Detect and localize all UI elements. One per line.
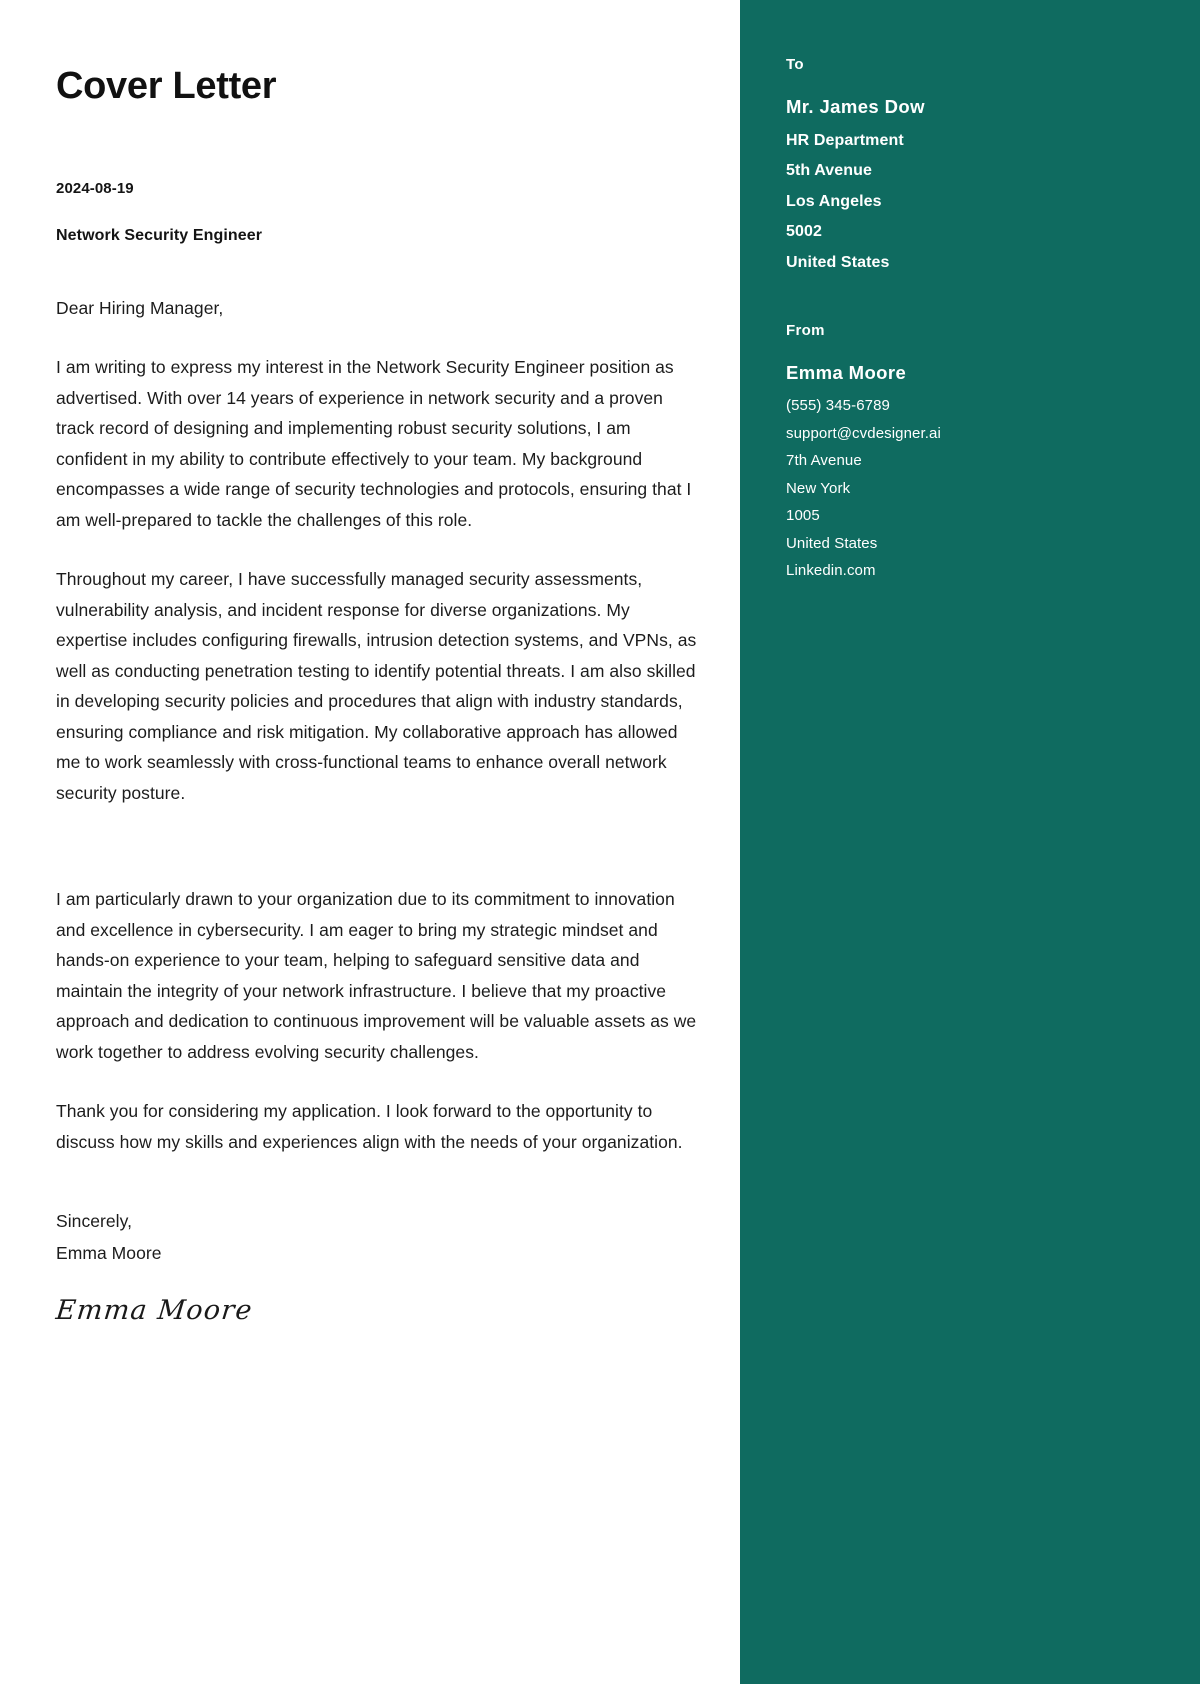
sender-name: Emma Moore: [786, 362, 907, 384]
sender-email: support@cvdesigner.ai: [786, 424, 941, 442]
handwritten-signature: Emma Moore: [54, 1295, 255, 1327]
letter-paragraph-4: Thank you for considering my application. I look forward to the opportunity to discuss how my skills and experiences align with the needs of your organization.: [56, 1101, 683, 1152]
page-title: Cover Letter: [56, 65, 277, 107]
letter-paragraph-1: I am writing to express my interest in the Network Security Engineer position as advertised. With over 14 years of experience in network security and a proven track record of designing and implementing robust security solutions, I am confident in my ability to contribute effectively to your team. My background encompasses a wide range of security technologies and protocols, ensuring that I am well-prepared to tackle the challenges of this role.: [56, 357, 692, 530]
sender-line: 1005: [786, 507, 820, 524]
letter-date: 2024-08-19: [56, 179, 134, 197]
to-heading: To: [786, 56, 804, 73]
letter-closing-block: [56, 1205, 684, 1269]
letter-paragraph-2: Throughout my career, I have successfully managed security assessments, vulnerability analysis, and incident response for diverse organizations. My expertise includes configuring firewalls, intrusion detection systems, and VPNs, as well as conducting penetration testing to identify potential threats. I am also skilled in developing security policies and procedures that align with industry standards, ensuring compliance and risk mitigation. My collaborative approach has allowed me to work seamlessly with cross-functional teams to enhance overall network security posture.: [56, 569, 697, 803]
recipient-line: Los Angeles: [786, 192, 882, 210]
letter-body: [54, 293, 697, 1327]
recipient-block: [786, 56, 1200, 278]
sender-line: 7th Avenue: [786, 452, 862, 469]
recipient-line: HR Department: [786, 131, 904, 149]
sender-block: [786, 322, 1200, 584]
job-position-title: Network Security Engineer: [56, 226, 263, 244]
recipient-line: 5002: [786, 223, 822, 241]
letter-salutation: Dear Hiring Manager,: [56, 297, 224, 318]
closing-name: Emma Moore: [56, 1243, 162, 1264]
recipient-line: 5th Avenue: [786, 162, 873, 180]
sender-linkedin: Linkedin.com: [786, 562, 876, 579]
recipient-line: United States: [786, 253, 890, 271]
contact-sidebar: [740, 0, 1200, 1684]
sender-line: United States: [786, 534, 878, 552]
sender-phone: (555) 345-6789: [786, 397, 890, 414]
closing-salutation: Sincerely,: [56, 1211, 133, 1232]
letter-paragraph-3: I am particularly drawn to your organization due to its commitment to innovation and excellence in cybersecurity. I am eager to bring my strategic mindset and hands-on experience to your team, helping to safeguard sensitive data and maintain the integrity of your network infrastructure. I believe that my proactive approach and dedication to continuous improvement will be valuable assets as we work together to address evolving security challenges.: [56, 889, 697, 1062]
sender-line: New York: [786, 479, 851, 497]
recipient-name: Mr. James Dow: [786, 96, 925, 117]
from-heading: From: [786, 322, 825, 340]
